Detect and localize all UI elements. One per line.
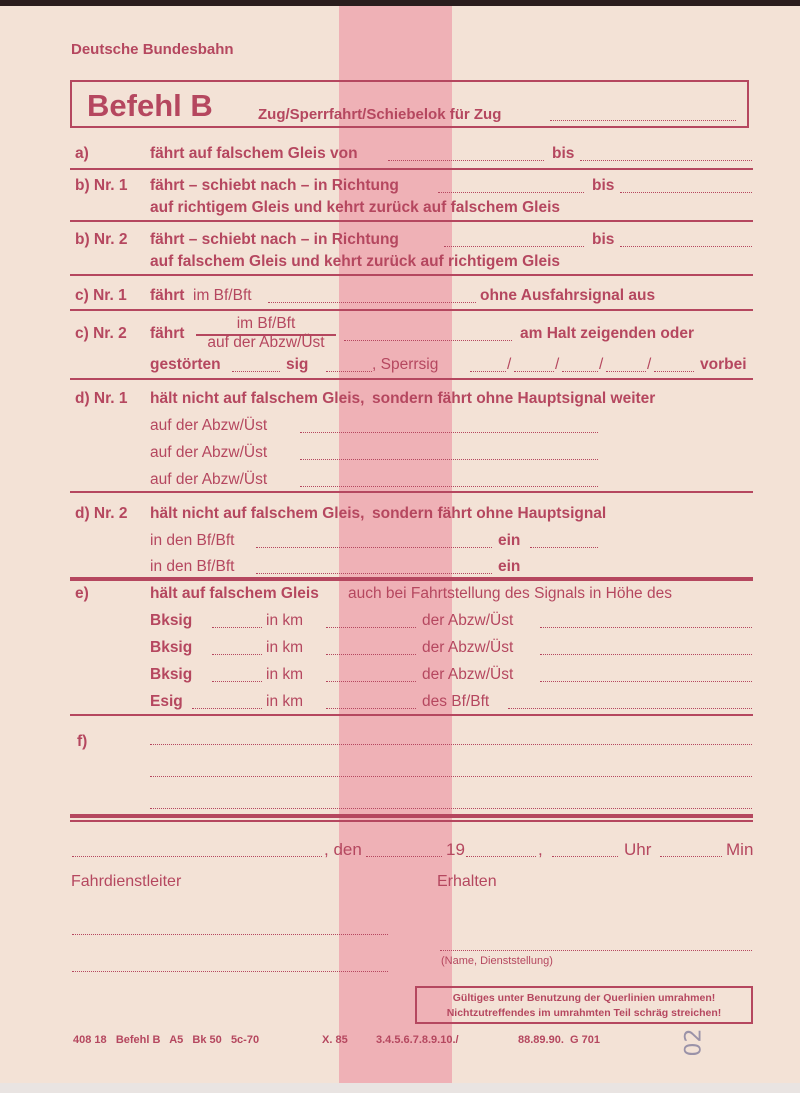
e-row-signal: Bksig [150,612,193,629]
name-caption: (Name, Dienststellung) [441,955,553,967]
b2-bis: bis [592,231,615,248]
c1-tail: ohne Ausfahrsignal aus [480,287,656,304]
f-field-1[interactable] [150,744,752,745]
b1-direction-field[interactable] [438,192,584,193]
c2-sperrsig-field-1[interactable] [470,371,506,372]
section-d2-text2: sondern fährt ohne Hauptsignal [372,505,607,522]
erhalten-label: Erhalten [437,873,497,890]
c2-sig: sig [286,356,309,373]
minute-field[interactable] [660,856,722,857]
hour-field[interactable] [552,856,618,857]
e-row-km: in km [266,639,304,656]
d1-row-label: auf der Abzw/Üst [150,417,268,434]
section-e-text: hält auf falschem Gleis [150,585,319,602]
b2-direction-field[interactable] [444,246,584,247]
b2-to-field[interactable] [620,246,752,247]
divider [70,168,753,170]
d1-row-label: auf der Abzw/Üst [150,471,268,488]
c1-faehrt: fährt [150,287,185,304]
section-d2-label: d) Nr. 2 [75,505,128,522]
divider [70,577,753,581]
e-location-field-4[interactable] [508,708,752,709]
section-e-text2: auch bei Fahrtstellung des Signals in Höhe des [348,585,672,602]
fdl-signature-field-1[interactable] [72,934,388,935]
divider [70,820,753,822]
f-field-3[interactable] [150,808,752,809]
c2-fraction-bottom: auf der Abzw/Üst [207,334,325,351]
d1-field-3[interactable] [300,486,598,487]
train-number-field[interactable] [550,120,736,121]
form-title: Befehl B [87,88,213,123]
section-b1-text: fährt – schiebt nach – in Richtung [150,177,399,194]
print-code-2: X. 85 [322,1034,348,1046]
d2-row-label: in den Bf/Bft [150,558,235,575]
e-km-field-4[interactable] [326,708,416,709]
e-km-field-3[interactable] [326,681,416,682]
e-signal-field-1[interactable] [212,627,262,628]
divider [70,309,753,311]
b1-bis: bis [592,177,615,194]
receiver-signature-field[interactable] [440,950,752,951]
print-code: 408 18 Befehl B A5 Bk 50 5c-70 [73,1034,260,1046]
section-f-label: f) [77,733,88,750]
e-location-field-3[interactable] [540,681,752,682]
divider [70,274,753,276]
instruction-box [415,986,753,1024]
section-e-label: e) [75,585,89,602]
year-prefix: 19 [446,840,465,859]
section-d1-label: d) Nr. 1 [75,390,128,407]
d2-station-field-1[interactable] [256,547,492,548]
e-row-signal: Bksig [150,666,193,683]
section-d2-text: hält nicht auf falschem Gleis, [150,505,365,522]
fdl-signature-field-2[interactable] [72,971,388,972]
divider [70,378,753,380]
uhr-label: Uhr [624,840,652,859]
slash: / [599,356,604,373]
d2-ein: ein [498,558,521,575]
d1-field-1[interactable] [300,432,598,433]
c2-sperrsig-field-3[interactable] [562,371,598,372]
c2-sperrsig-field-2[interactable] [514,371,554,372]
e-row-km: in km [266,666,304,683]
c2-tail: am Halt zeigenden oder [520,325,694,342]
slash: / [555,356,560,373]
section-c2-label: c) Nr. 2 [75,325,127,342]
org-name: Deutsche Bundesbahn [71,41,234,58]
e-signal-field-4[interactable] [192,708,262,709]
instruction-line-2: Nichtzutreffendes im umrahmten Teil schräg streichen! [446,1007,722,1019]
e-km-field-1[interactable] [326,627,416,628]
section-b2-text: fährt – schiebt nach – in Richtung [150,231,399,248]
e-row-location: der Abzw/Üst [422,612,514,629]
d2-track-field-1[interactable] [530,547,598,548]
divider [70,714,753,716]
a-from-field[interactable] [388,160,544,161]
section-c1-label: c) Nr. 1 [75,287,127,304]
d1-field-2[interactable] [300,459,598,460]
c2-signal-name-field[interactable] [326,371,372,372]
a-to-field[interactable] [580,160,752,161]
handwritten-mark: 02 [681,1028,707,1057]
section-a-text: fährt auf falschem Gleis von [150,145,358,162]
c2-gestoerten: gestörten [150,356,221,373]
section-b1-line2: auf richtigem Gleis und kehrt zurück auf falschem Gleis [150,199,561,216]
section-a-label: a) [75,145,89,162]
divider [70,491,753,493]
e-row-location: der Abzw/Üst [422,666,514,683]
c2-sperrsig-field-4[interactable] [606,371,646,372]
year-field[interactable] [466,856,536,857]
c2-sperrsig-field-5[interactable] [654,371,694,372]
e-row-signal: Esig [150,693,183,710]
c1-station-field[interactable] [268,302,476,303]
section-b2-label: b) Nr. 2 [75,231,128,248]
c2-vorbei: vorbei [700,356,747,373]
c2-sperrsig: , Sperrsig [372,356,439,373]
e-location-field-2[interactable] [540,654,752,655]
e-row-signal: Bksig [150,639,193,656]
e-signal-field-2[interactable] [212,654,262,655]
den-label: , den [324,840,362,859]
date-field[interactable] [366,856,442,857]
bottom-edge [0,1083,800,1093]
e-row-km: in km [266,693,304,710]
e-signal-field-3[interactable] [212,681,262,682]
divider [70,220,753,222]
form-subtitle: Zug/Sperrfahrt/Schiebelok für Zug [258,106,502,123]
f-field-2[interactable] [150,776,752,777]
print-code-3: 3.4.5.6.7.8.9.10./ [376,1034,459,1046]
e-km-field-2[interactable] [326,654,416,655]
instruction-line-1: Gültiges unter Benutzung der Querlinien umrahmen! [452,992,716,1004]
print-code-4: 88.89.90. G 701 [518,1034,600,1046]
b1-to-field[interactable] [620,192,752,193]
c2-signal-type-field[interactable] [232,371,280,372]
c2-faehrt: fährt [150,325,185,342]
d2-row-label: in den Bf/Bft [150,532,235,549]
comma: , [538,840,543,859]
slash: / [507,356,512,373]
d1-row-label: auf der Abzw/Üst [150,444,268,461]
section-b2-line2: auf falschem Gleis und kehrt zurück auf richtigem Gleis [150,253,561,270]
fdl-label: Fahrdienstleiter [71,873,182,890]
divider [70,814,753,818]
place-field[interactable] [72,856,322,857]
section-b1-label: b) Nr. 1 [75,177,128,194]
section-d1-text: hält nicht auf falschem Gleis, [150,390,365,407]
d2-ein: ein [498,532,521,549]
min-label: Min [726,840,754,859]
e-row-location: des Bf/Bft [422,693,490,710]
section-d1-text2: sondern fährt ohne Hauptsignal weiter [372,390,656,407]
a-bis: bis [552,145,575,162]
e-row-location: der Abzw/Üst [422,639,514,656]
e-row-km: in km [266,612,304,629]
d2-station-field-2[interactable] [256,573,492,574]
c2-fraction-top: im Bf/Bft [236,315,296,332]
e-location-field-1[interactable] [540,627,752,628]
c1-station: im Bf/Bft [193,287,252,304]
slash: / [647,356,652,373]
c2-location-field[interactable] [344,340,512,341]
